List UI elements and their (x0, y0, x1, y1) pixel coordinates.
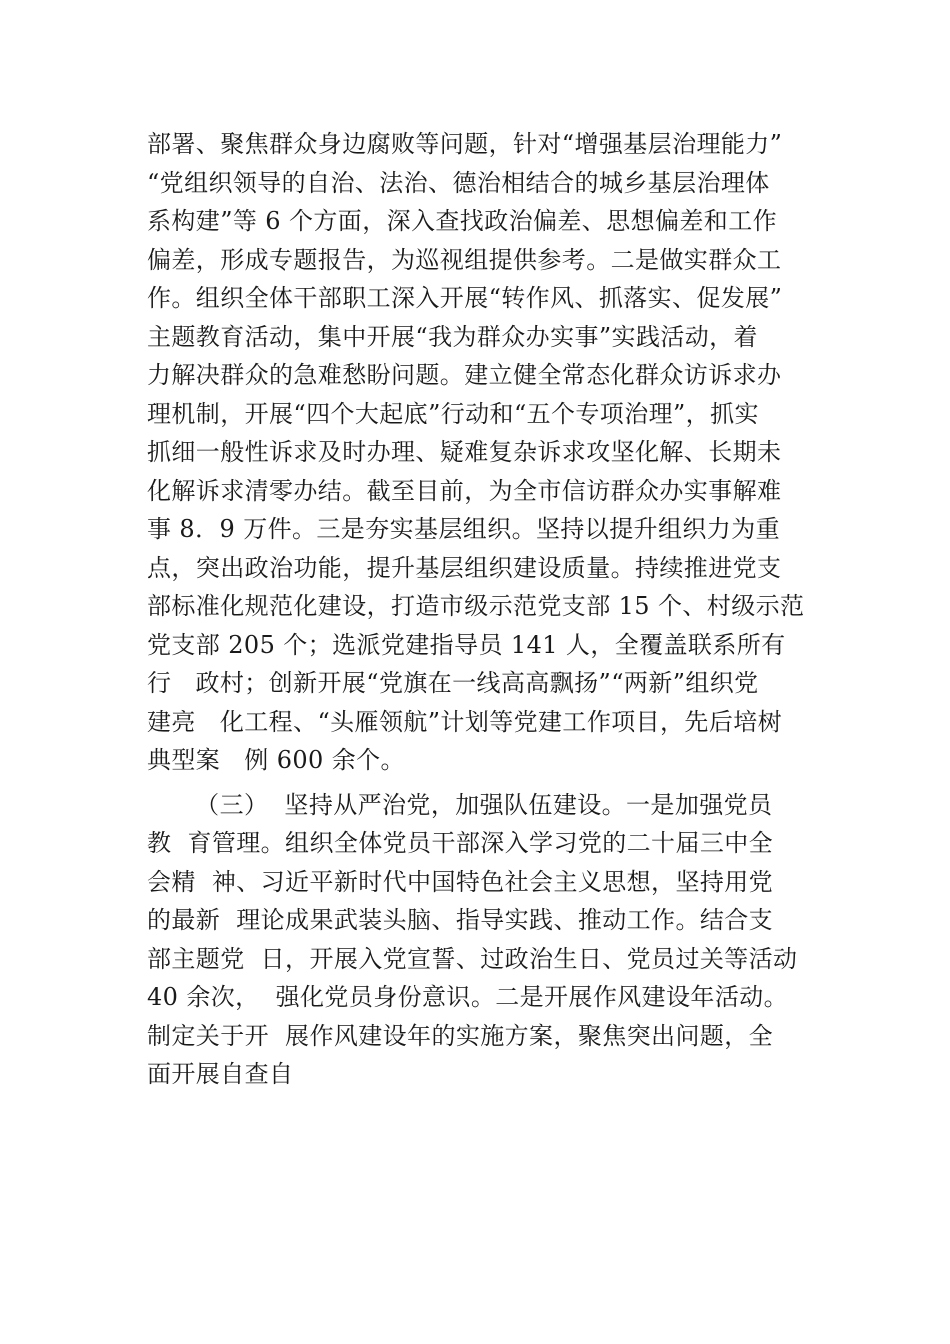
text-line: 点，突出政治功能，提升基层组织建设质量。持续推进党支 (147, 553, 782, 582)
text-line: 事 8．9 万件。三是夯实基层组织。坚持以提升组织力为重 (147, 515, 780, 543)
text-line: “党组织领导的自治、法治、德治相结合的城乡基层治理体 (147, 168, 770, 197)
text-line: 作。组织全体干部职工深入开展“转作风、抓落实、促发展” (147, 284, 783, 312)
text-line: 部主题党 日，开展入党宣誓、过政治生日、党员过关等活动 (147, 944, 798, 973)
text-line: 抓细一般性诉求及时办理、疑难复杂诉求攻坚化解、长期未 (147, 438, 782, 466)
text-line: 党支部 205 个；选派党建指导员 141 人，全覆盖联系所有 (147, 630, 786, 659)
text-line: 建亮 化工程、“头雁领航”计划等党建工作项目，先后培树 (147, 707, 783, 736)
text-line: 行 政村；创新开展“党旗在一线高高飘扬”“两新”组织党 (147, 669, 759, 697)
text-line: 理机制，开展“四个大起底”行动和“五个专项治理”，抓实 (147, 399, 759, 428)
text-line: 系构建”等 6 个方面，深入查找政治偏差、思想偏差和工作 (147, 207, 777, 235)
section-heading-line: （三） 坚持从严治党，加强队伍建设。一是加强党员 (147, 790, 773, 819)
text-line: 典型案 例 600 余个。 (147, 746, 405, 774)
text-line: 部署、聚焦群众身边腐败等问题，针对“增强基层治理能力” (147, 130, 783, 158)
text-line: 会精 神、习近平新时代中国特色社会主义思想，坚持用党 (147, 867, 774, 896)
text-line: 力解决群众的急难愁盼问题。建立健全常态化群众访诉求办 (147, 361, 782, 389)
paragraph-section-three (147, 786, 827, 1094)
text-line: 部标准化规范化建设，打造市级示范党支部 15 个、村级示范 (147, 592, 805, 620)
text-line: 的最新 理论成果武装头脑、指导实践、推动工作。结合支 (147, 906, 774, 934)
text-line: 40 余次， 强化党员身份意识。二是开展作风建设年活动。 (147, 983, 789, 1011)
document-body (147, 125, 827, 1094)
text-line: 主题教育活动，集中开展“我为群众办实事”实践活动，着 (147, 322, 758, 351)
text-line: 偏差，形成专题报告，为巡视组提供参考。二是做实群众工 (147, 245, 782, 274)
text-line: 制定关于开 展作风建设年的实施方案，聚焦突出问题，全 (147, 1021, 774, 1050)
text-line: 教 育管理。组织全体党员干部深入学习党的二十届三中全 (147, 829, 774, 857)
text-line: 面开展自查自 (147, 1060, 294, 1088)
paragraph-continuation (147, 125, 827, 780)
text-line: 化解诉求清零办结。截至目前，为全市信访群众办实事解难 (147, 476, 782, 505)
